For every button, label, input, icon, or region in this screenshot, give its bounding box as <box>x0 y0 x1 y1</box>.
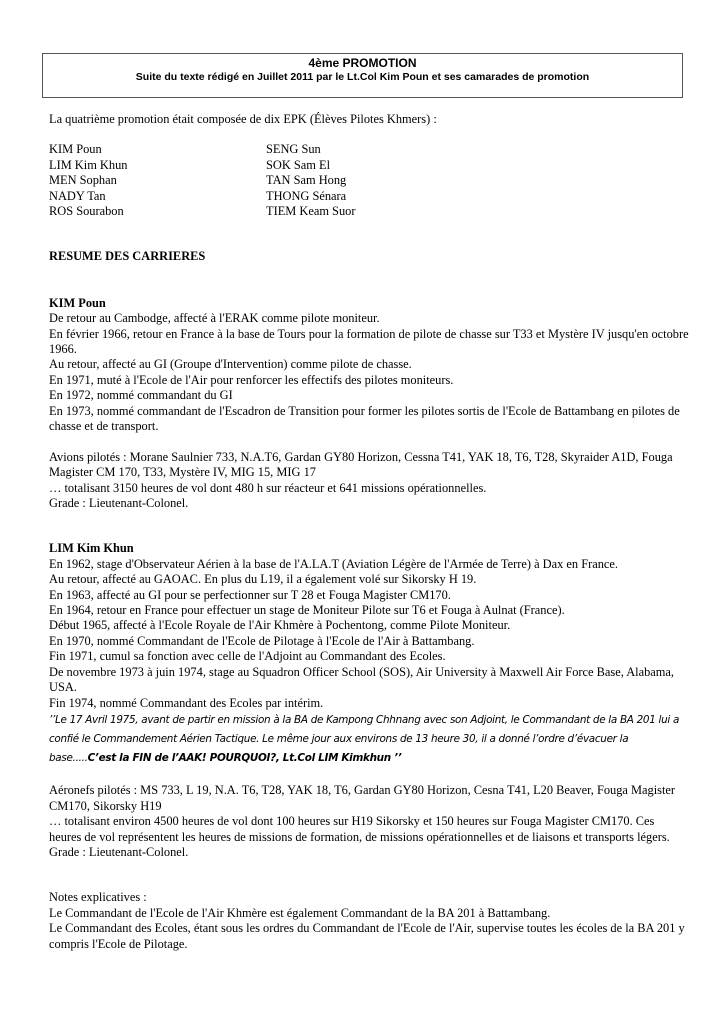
roster-name: SENG Sun <box>266 142 321 157</box>
lim-kim-khun-name: LIM Kim Khun <box>49 541 134 556</box>
kim-poun-name: KIM Poun <box>49 295 106 310</box>
roster-name: LIM Kim Khun <box>49 157 128 172</box>
roster-name: KIM Poun <box>49 142 102 157</box>
roster-name: ROS Sourabon <box>49 203 124 218</box>
resume-title: RESUME DES CARRIERES <box>49 249 206 264</box>
quote-emphasis: C’est la FIN de l’AAK! POURQUOI?, Lt.Col LIM Kimkhun ’’ <box>87 751 402 764</box>
career-line: En 1973, nommé commandant de l'Escadron de Transition pour former les pilotes sortis de l'Ecole de Battambang en pilotes de chasse et de transport. <box>49 403 680 434</box>
quote <box>49 711 689 768</box>
intro-paragraph: La quatrième promotion était composée de dix EPK (Élèves Pilotes Khmers) : <box>49 112 437 126</box>
aircraft-list: Aéronefs pilotés : MS 733, L 19, N.A. T6, T28, YAK 18, T6, Gardan GY80 Horizon, Cesna T41, L20 Beaver, Fouga Magister CM170, Sikorsky H19 <box>49 783 676 813</box>
roster-left-column <box>49 142 266 219</box>
career-line: Début 1965, affecté à l'Ecole Royale de l'Air Khmère à Pochentong, comme Pilote Moniteur. <box>49 618 511 633</box>
career-line: En 1970, nommé Commandant de l'Ecole de Pilotage à l'Ecole de l'Air à Battambang. <box>49 633 475 648</box>
grade: Grade : Lieutenant-Colonel. <box>49 844 189 859</box>
roster-right-column <box>266 142 516 219</box>
career-line: Au retour, affecté au GI (Groupe d'Intervention) comme pilote de chasse. <box>49 357 412 372</box>
page-subtitle: Suite du texte rédigé en Juillet 2011 par le Lt.Col Kim Poun et ses camarades de promotion <box>135 71 590 83</box>
career-line: En février 1966, retour en France à la base de Tours pour la formation de pilote de chasse sur T33 et Mystère IV jusqu'en octobre 1966. <box>49 326 689 356</box>
flight-hours: … totalisant environ 4500 heures de vol dont 100 heures sur H19 Sikorsky et 150 heures sur Fouga Magister CM170. Ces heures de vol représentent les heures de missions de formation, de missions opérationnelles et de liaisons et transports légers. <box>49 814 670 844</box>
aircraft-list: Avions pilotés : Morane Saulnier 733, N.A.T6, Gardan GY80 Horizon, Cessna T41, YAK 18, T6, T28, Skyraider A1D, Fouga Magister CM 170, T33, Mystère IV, MIG 15, MIG 17 <box>49 449 673 480</box>
roster-name: NADY Tan <box>49 188 106 203</box>
career-line: En 1971, muté à l'Ecole de l'Air pour renforcer les effectifs des pilotes moniteurs. <box>49 372 454 387</box>
note-line: Le Commandant de l'Ecole de l'Air Khmère est également Commandant de la BA 201 à Battambang. <box>49 905 551 920</box>
quote-text: ’’Le 17 Avril 1975, avant de partir en mission à la BA de Kampong Chhnang avec son Adjoint, le Commandant de la BA 201 lui a confié le Commandement Aérien Tactique. Le même jour aux environs de 13 heure 30, il a donné l’ordre d’évacuer la base..... <box>49 713 680 764</box>
career-line: En 1964, retour en France pour effectuer un stage de Moniteur Pilote sur T6 et Fouga à Aulnat (France). <box>49 603 565 618</box>
career-line: De novembre 1973 à juin 1974, stage au Squadron Officer School (SOS), Air University à Maxwell Air Force Base, Alabama, USA. <box>49 664 675 695</box>
career-line: En 1962, stage d'Observateur Aérien à la base de l'A.LA.T (Aviation Légère de l'Armée de Terre) à Dax en France. <box>49 556 619 571</box>
roster-name: MEN Sophan <box>49 173 117 188</box>
career-line: De retour au Cambodge, affecté à l'ERAK comme pilote moniteur. <box>49 311 380 326</box>
career-line: Fin 1974, nommé Commandant des Ecoles par intérim. <box>49 695 324 710</box>
page-title: 4ème PROMOTION <box>308 56 417 70</box>
roster-name: TAN Sam Hong <box>266 173 347 188</box>
roster-name: THONG Sénara <box>266 188 347 203</box>
flight-hours: … totalisant 3150 heures de vol dont 480 h sur réacteur et 641 missions opérationnelles. <box>49 480 487 495</box>
document-body <box>49 112 689 952</box>
header-box <box>42 53 683 98</box>
roster-name: SOK Sam El <box>266 157 331 172</box>
grade: Grade : Lieutenant-Colonel. <box>49 496 189 511</box>
note-line: Le Commandant des Ecoles, étant sous les ordres du Commandant de l'Ecole de l'Air, supervise toutes les écoles de la BA 201 y compris l'Ecole de Pilotage. <box>49 921 685 951</box>
career-line: Au retour, affecté au GAOAC. En plus du L19, il a également volé sur Sikorsky H 19. <box>49 572 477 587</box>
career-line: En 1963, affecté au GI pour se perfectionner sur T 28 et Fouga Magister CM170. <box>49 587 451 602</box>
roster-name: TIEM Keam Suor <box>266 203 356 218</box>
notes-title: Notes explicatives : <box>49 890 147 905</box>
career-line: En 1972, nommé commandant du GI <box>49 388 233 403</box>
roster <box>49 142 689 219</box>
career-line: Fin 1971, cumul sa fonction avec celle de l'Adjoint au Commandant des Ecoles. <box>49 649 446 664</box>
